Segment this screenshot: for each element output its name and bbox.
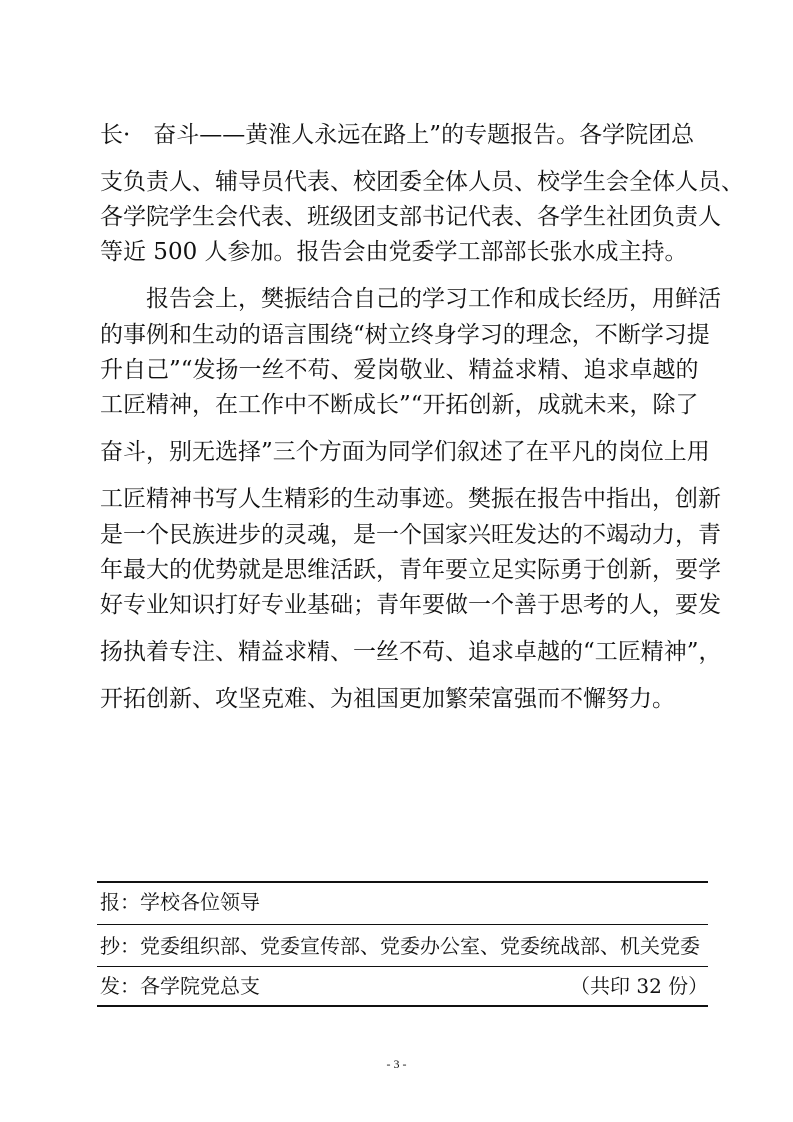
- paragraph-line: 工匠精神书写人生精彩的生动事迹。樊振在报告中指出，创新: [100, 486, 721, 512]
- paragraph-line: 开拓创新、攻坚克难、为祖国更加繁荣富强而不懈努力。: [100, 686, 675, 712]
- paragraph-line: 是一个民族进步的灵魂，是一个国家兴旺发达的不竭动力，青: [100, 522, 721, 548]
- paragraph-line: 报告会上，樊振结合自己的学习工作和成长经历，用鲜活: [100, 286, 721, 312]
- paragraph-line: 等近 500 人参加。报告会由党委学工部部长张水成主持。: [100, 239, 688, 265]
- divider: [97, 966, 708, 967]
- copies-count: （共印 32 份）: [570, 974, 709, 998]
- bottom-rule: [97, 1005, 708, 1007]
- paragraph-line: 工匠精神，在工作中不断成长”“开拓创新，成就未来，除了: [100, 392, 699, 418]
- divider: [97, 924, 708, 925]
- paragraph-line: 奋斗，别无选择”三个方面为同学们叙述了在平凡的岗位上用: [100, 439, 710, 465]
- copy-to-line: 抄：党委组织部、党委宣传部、党委办公室、党委统战部、机关党委: [100, 934, 700, 958]
- paragraph-line: 扬执着专注、精益求精、一丝不苟、追求卓越的“工匠精神”，: [100, 639, 722, 665]
- paragraph-line: 升自己”“发扬一丝不苟、爱岗敬业、精益求精、追求卓越的: [100, 357, 699, 383]
- page-number: - 3 -: [386, 1057, 407, 1071]
- paragraph-line: 年最大的优势就是思维活跃，青年要立足实际勇于创新，要学: [100, 557, 721, 583]
- paragraph-line: 各学院学生会代表、班级团支部书记代表、各学生社团负责人: [100, 204, 721, 230]
- paragraph-line: 好专业知识打好专业基础；青年要做一个善于思考的人，要发: [100, 592, 721, 618]
- send-to-line: 发：各学院党总支: [100, 974, 260, 998]
- paragraph-line: 长· 奋斗——黄淮人永远在路上”的专题报告。各学院团总: [100, 122, 695, 148]
- top-rule: [97, 881, 708, 883]
- report-to-line: 报：学校各位领导: [100, 890, 260, 914]
- paragraph-line: 的事例和生动的语言围绕“树立终身学习的理念，不断学习提: [100, 322, 710, 348]
- paragraph-line: 支负责人、辅导员代表、校团委全体人员、校学生会全体人员、: [100, 169, 744, 195]
